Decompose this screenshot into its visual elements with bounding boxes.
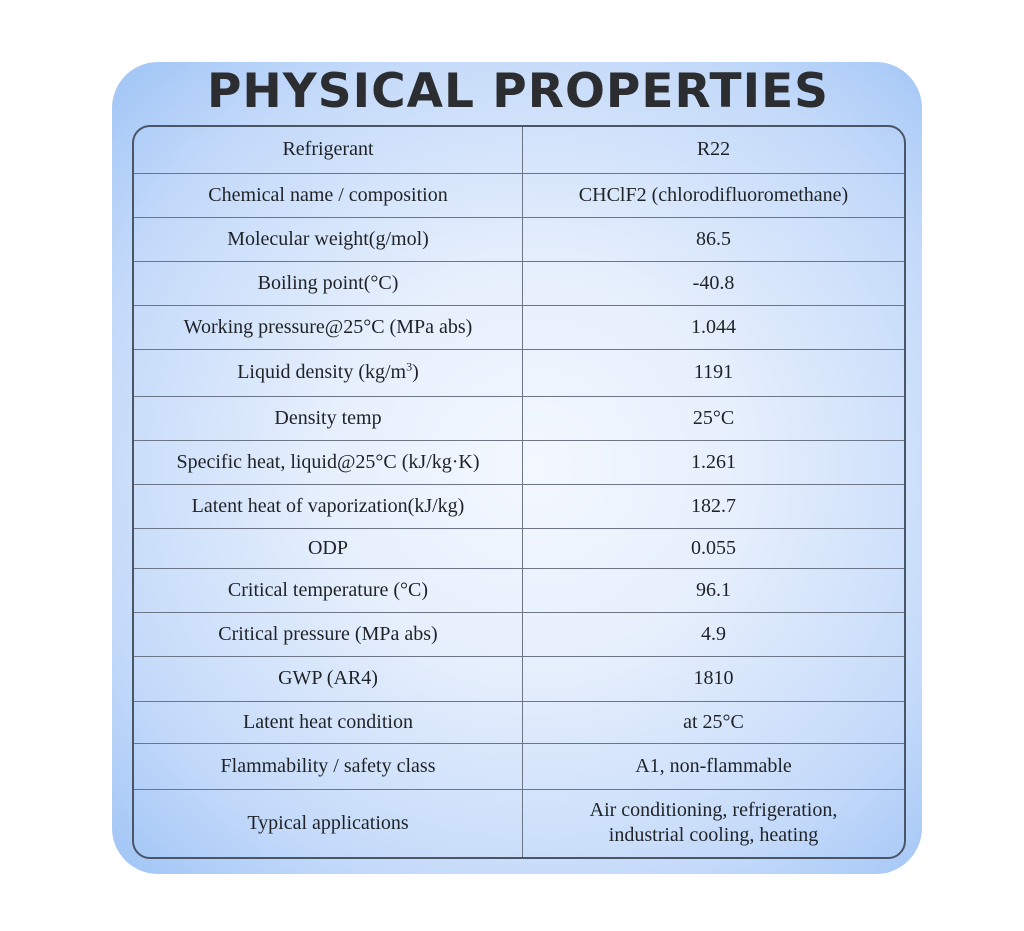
property-label: Flammability / safety class xyxy=(134,743,523,789)
property-label: Typical applications xyxy=(134,789,523,857)
table-row xyxy=(134,440,904,484)
table-row xyxy=(134,528,904,568)
table-row xyxy=(134,612,904,656)
table-row xyxy=(134,305,904,349)
property-label: Critical temperature (°C) xyxy=(134,568,523,612)
property-label-text: Liquid density (kg/m xyxy=(237,361,407,383)
property-value: A1, non-flammable xyxy=(523,743,905,789)
table-row xyxy=(134,261,904,305)
table-row xyxy=(134,396,904,440)
property-label: Specific heat, liquid@25°C (kJ/kg·K) xyxy=(134,440,523,484)
property-value: 1.261 xyxy=(523,440,905,484)
property-value: -40.8 xyxy=(523,261,905,305)
property-value: R22 xyxy=(523,127,905,173)
table-row xyxy=(134,743,904,789)
table-row xyxy=(134,127,904,173)
property-value: 0.055 xyxy=(523,528,905,568)
property-label-end: ) xyxy=(412,361,419,383)
property-value: 25°C xyxy=(523,396,905,440)
page-title: PHYSICAL PROPERTIES xyxy=(206,64,830,119)
property-label: GWP (AR4) xyxy=(134,656,523,701)
table-row xyxy=(134,173,904,217)
property-value: at 25°C xyxy=(523,701,905,743)
property-value: 1810 xyxy=(523,656,905,701)
property-value: 86.5 xyxy=(523,217,905,261)
table-row xyxy=(134,656,904,701)
table-row xyxy=(134,349,904,396)
property-label: Boiling point(°C) xyxy=(134,261,523,305)
property-value: 1191 xyxy=(523,349,905,396)
property-value: 96.1 xyxy=(523,568,905,612)
properties-table xyxy=(132,125,906,859)
property-value: 4.9 xyxy=(523,612,905,656)
property-value-line: Air conditioning, refrigeration, xyxy=(589,799,838,822)
superscript: 3 xyxy=(406,359,413,374)
table-row xyxy=(134,789,904,857)
property-label: Chemical name / composition xyxy=(134,173,523,217)
property-value xyxy=(523,789,905,857)
property-label: Critical pressure (MPa abs) xyxy=(134,612,523,656)
table-row xyxy=(134,217,904,261)
property-label: ODP xyxy=(134,528,523,568)
table-row xyxy=(134,484,904,528)
property-value: 182.7 xyxy=(523,484,905,528)
property-label: Refrigerant xyxy=(134,127,523,173)
property-label: Working pressure@25°C (MPa abs) xyxy=(134,305,523,349)
property-label: Density temp xyxy=(134,396,523,440)
table-row xyxy=(134,701,904,743)
property-label: Latent heat condition xyxy=(134,701,523,743)
property-label: Latent heat of vaporization(kJ/kg) xyxy=(134,484,523,528)
property-value-line: industrial cooling, heating xyxy=(608,824,819,847)
property-value: CHClF2 (chlorodifluoromethane) xyxy=(523,173,905,217)
property-label xyxy=(134,349,523,396)
property-label: Molecular weight(g/mol) xyxy=(134,217,523,261)
table-row xyxy=(134,568,904,612)
property-value: 1.044 xyxy=(523,305,905,349)
